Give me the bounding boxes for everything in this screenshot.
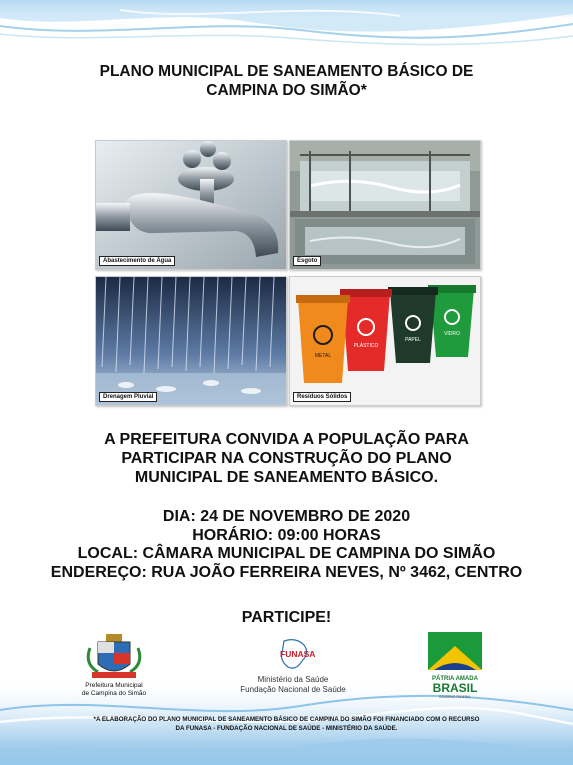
photo-caption: Esgoto — [293, 256, 321, 266]
prefeitura-name-line-1: Prefeitura Municipal — [85, 682, 143, 689]
prefeitura-logo — [68, 632, 160, 702]
invitation-text — [40, 430, 533, 487]
title-line-1: PLANO MUNICIPAL DE SANEAMENTO BÁSICO DE — [99, 63, 474, 80]
photo-caption: Resíduos Sólidos — [293, 392, 351, 402]
funasa-map-icon — [238, 635, 348, 675]
bin-label-plastic: PLÁSTICO — [353, 343, 379, 349]
photo-sewage — [289, 140, 481, 270]
brasil-line-1: PÁTRIA AMADA — [432, 676, 478, 682]
poster-title — [40, 62, 533, 100]
funding-footnote — [60, 716, 513, 733]
invite-line-3: MUNICIPAL DE SANEAMENTO BÁSICO. — [134, 469, 439, 486]
event-date: DIA: 24 DE NOVEMBRO DE 2020 — [162, 508, 411, 525]
invite-line-1: A PREFEITURA CONVIDA A POPULAÇÃO PARA — [104, 431, 469, 448]
event-details — [20, 508, 553, 582]
funasa-logo — [238, 635, 348, 700]
brasil-line-3: GOVERNO FEDERAL — [439, 695, 471, 699]
photo-caption: Abastecimento de Água — [99, 256, 175, 266]
footnote-line-1: *A ELABORAÇÃO DO PLANO MUNICIPAL DE SANEAMENTO BÁSICO DE CAMPINA DO SIMÃO FOI FINANCIADO COM O RECURSO — [93, 716, 480, 723]
footnote-line-2: DA FUNASA - FUNDAÇÃO NACIONAL DE SAÚDE - MINISTÉRIO DA SAÚDE. — [175, 724, 398, 732]
prefeitura-name-line-2: de Campina do Simão — [81, 690, 147, 697]
photo-drainage — [95, 276, 287, 406]
title-line-2: CAMPINA DO SIMÃO* — [206, 82, 367, 99]
funasa-line-2: Fundação Nacional de Saúde — [240, 684, 346, 694]
photo-caption: Drenagem Pluvial — [99, 392, 157, 402]
event-time: HORÁRIO: 09:00 HORAS — [192, 526, 381, 544]
photo-water-supply — [95, 140, 287, 270]
brasil-line-2: BRASIL — [432, 681, 478, 695]
funasa-line-1: Ministério da Saúde — [257, 675, 329, 684]
bin-label-paper: PAPEL — [405, 337, 421, 343]
event-address: ENDEREÇO: RUA JOÃO FERREIRA NEVES, Nº 3462, CENTRO — [50, 563, 523, 581]
photo-solid-waste — [289, 276, 481, 406]
rain-icon — [96, 277, 286, 405]
participe-heading: PARTICIPE! — [241, 609, 332, 626]
faucet-icon — [96, 141, 286, 269]
water-wave-top — [0, 0, 573, 70]
brasil-government-logo — [420, 632, 490, 700]
coat-of-arms-icon — [68, 632, 160, 682]
funasa-wordmark: FUNASA — [280, 649, 316, 659]
invite-line-2: PARTICIPAR NA CONSTRUÇÃO DO PLANO — [121, 450, 452, 467]
bin-label-glass: VIDRO — [444, 331, 460, 337]
recycling-bins-icon — [290, 277, 480, 405]
event-location: LOCAL: CÂMARA MUNICIPAL DE CAMPINA DO SIMÃO — [77, 545, 496, 562]
bin-label-metal: METAL — [314, 353, 332, 359]
treatment-plant-icon — [290, 141, 480, 269]
brasil-flag-icon — [420, 632, 490, 700]
